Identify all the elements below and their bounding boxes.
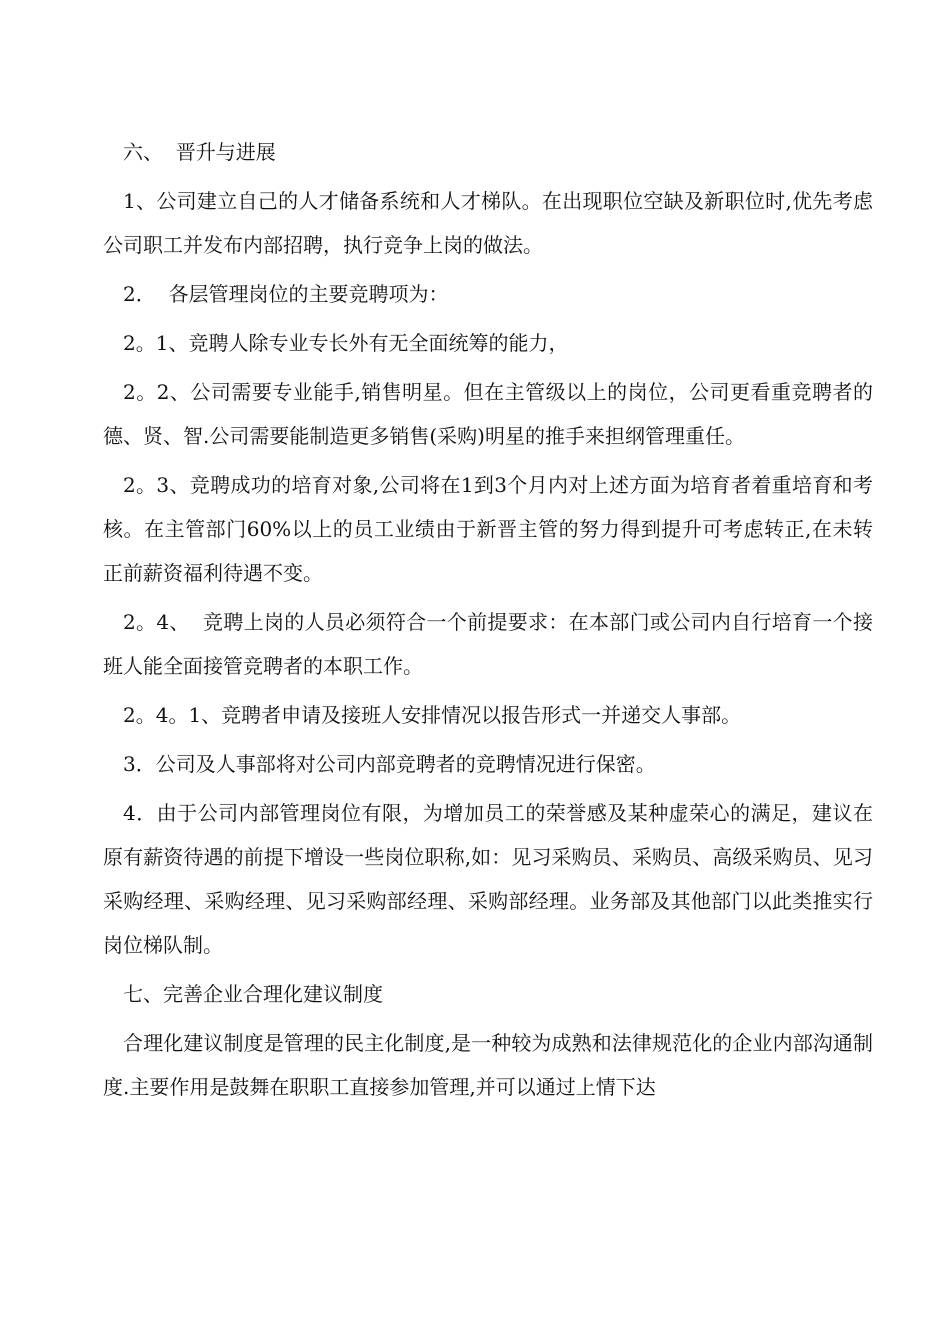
paragraph-item-2-4-1: 2。4。1、竞聘者申请及接班人安排情况以报告形式一并递交人事部。	[123, 703, 742, 727]
paragraph-item-4: 4．由于公司内部管理岗位有限，为增加员工的荣誉感及某种虚荣心的满足，建议在原有薪资待遇的前提下增设一些岗位职称,如：见习采购员、采购员、高级采购员、见习采购经理、采购经理、见习采购部经理、采购部经理。业务部及其他部门以此类推实行岗位梯队制。	[103, 801, 873, 957]
paragraph-item-2-4: 2。4、 竞聘上岗的人员必须符合一个前提要求：在本部门或公司内自行培育一个接班人能全面接管竞聘者的本职工作。	[103, 610, 873, 678]
paragraph-competition-items: 2． 各层管理岗位的主要竞聘项为：	[123, 282, 449, 306]
paragraph-item-2-1: 2。1、竞聘人除专业专长外有无全面统筹的能力，	[123, 331, 569, 355]
paragraph-talent-reserve: 1、公司建立自己的人才储备系统和人才梯队。在出现职位空缺及新职位时,优先考虑公司职工并发布内部招聘，执行竞争上岗的做法。	[103, 189, 873, 257]
paragraph-item-2-2: 2。2、公司需要专业能手,销售明星。但在主管级以上的岗位，公司更看重竞聘者的德、贤、智.公司需要能制造更多销售(采购)明星的推手来担纲管理重任。	[103, 380, 873, 448]
paragraph-item-3: 3．公司及人事部将对公司内部竞聘者的竞聘情况进行保密。	[123, 752, 656, 776]
paragraph-item-2-3: 2。3、竞聘成功的培育对象,公司将在1到3个月内对上述方面为培育者着重培育和考核。在主管部门60%以上的员工业绩由于新晋主管的努力得到提升可考虑转正,在未转正前薪资福利待遇不变。	[103, 473, 873, 585]
section-heading-suggestion-system: 七、完善企业合理化建议制度	[123, 982, 383, 1006]
section-heading-promotion: 六、 晋升与进展	[123, 140, 276, 164]
paragraph-suggestion-system: 合理化建议制度是管理的民主化制度,是一种较为成熟和法律规范化的企业内部沟通制度.主要作用是鼓舞在职职工直接参加管理,并可以通过上情下达	[103, 1031, 873, 1099]
document-body	[103, 130, 873, 1114]
